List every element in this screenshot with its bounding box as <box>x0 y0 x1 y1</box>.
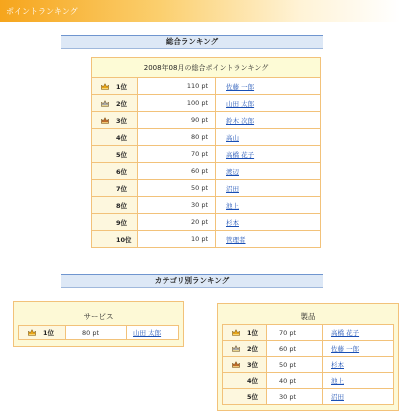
ranking-row <box>223 389 394 405</box>
rank-label: 3位 <box>247 361 259 369</box>
ranking-row <box>92 129 321 146</box>
rank-cell <box>92 163 138 180</box>
user-name-link[interactable]: 佐藤 一郎 <box>216 78 321 95</box>
points-cell: 20 pt <box>138 214 216 231</box>
crown-bronze-icon <box>101 117 109 124</box>
crown-gold-icon <box>28 329 36 336</box>
page-header <box>0 0 400 22</box>
crown-silver-icon <box>232 345 240 352</box>
rank-cell <box>92 78 138 95</box>
points-cell: 50 pt <box>138 180 216 197</box>
user-name-link[interactable]: 沼田 <box>216 180 321 197</box>
rank-cell <box>92 197 138 214</box>
points-cell: 80 pt <box>138 129 216 146</box>
user-name-link[interactable]: 池上 <box>323 373 394 389</box>
rank-cell <box>223 373 267 389</box>
ranking-row <box>92 163 321 180</box>
ranking-row <box>19 326 179 340</box>
ranking-row <box>92 214 321 231</box>
rank-label: 8位 <box>116 201 128 210</box>
user-name-link[interactable]: 高橋 花子 <box>216 146 321 163</box>
points-cell: 10 pt <box>138 231 216 248</box>
user-name-link[interactable]: 山田 太郎 <box>216 95 321 112</box>
points-cell: 30 pt <box>138 197 216 214</box>
ranking-row <box>92 180 321 197</box>
rank-cell <box>223 389 267 405</box>
points-cell: 60 pt <box>267 341 323 357</box>
rank-label: 10位 <box>116 235 132 244</box>
ranking-row <box>223 341 394 357</box>
user-name-link[interactable]: 高山 <box>216 129 321 146</box>
product-panel-title: 製品 <box>300 312 316 321</box>
service-ranking-table <box>18 325 179 340</box>
ranking-row <box>223 373 394 389</box>
rank-label: 2位 <box>247 345 259 353</box>
rank-label: 1位 <box>116 82 128 91</box>
user-name-link[interactable]: 杉本 <box>216 214 321 231</box>
user-name-link[interactable]: 高橋 花子 <box>323 325 394 341</box>
rank-cell <box>92 180 138 197</box>
rank-label: 2位 <box>116 99 128 108</box>
rank-cell <box>92 231 138 248</box>
points-cell: 80 pt <box>66 326 127 340</box>
rank-cell <box>223 357 267 373</box>
rank-cell <box>19 326 66 340</box>
service-panel-title: サービス <box>83 312 114 321</box>
ranking-row <box>223 357 394 373</box>
category-section-title: カテゴリ別ランキング <box>61 274 323 288</box>
crown-bronze-icon <box>232 361 240 368</box>
points-cell: 60 pt <box>138 163 216 180</box>
user-name-link[interactable]: 佐藤 一郎 <box>323 341 394 357</box>
user-name-link[interactable]: 沼田 <box>323 389 394 405</box>
crown-silver-icon <box>101 100 109 107</box>
overall-ranking-table <box>91 57 321 248</box>
rank-label: 5位 <box>247 393 259 401</box>
ranking-row <box>223 325 394 341</box>
rank-label: 4位 <box>247 377 259 385</box>
points-cell: 40 pt <box>267 373 323 389</box>
points-cell: 70 pt <box>267 325 323 341</box>
rank-label: 3位 <box>116 116 128 125</box>
points-cell: 70 pt <box>138 146 216 163</box>
product-panel <box>217 303 399 411</box>
ranking-row <box>92 78 321 95</box>
points-cell: 50 pt <box>267 357 323 373</box>
rank-cell <box>92 214 138 231</box>
user-name-link[interactable]: 杉本 <box>323 357 394 373</box>
rank-label: 7位 <box>116 184 128 193</box>
rank-cell <box>92 95 138 112</box>
user-name-link[interactable]: 渡辺 <box>216 163 321 180</box>
user-name-link[interactable]: 山田 太郎 <box>127 326 179 340</box>
points-cell: 30 pt <box>267 389 323 405</box>
crown-gold-icon <box>232 329 240 336</box>
ranking-row <box>92 231 321 248</box>
ranking-row <box>92 197 321 214</box>
rank-label: 9位 <box>116 218 128 227</box>
rank-cell <box>92 146 138 163</box>
ranking-row <box>92 146 321 163</box>
rank-label: 1位 <box>43 329 55 337</box>
user-name-link[interactable]: 鈴木 次郎 <box>216 112 321 129</box>
rank-cell <box>92 129 138 146</box>
crown-gold-icon <box>101 83 109 90</box>
page-title: ポイントランキング <box>6 7 78 16</box>
overall-table-title: 2008年08月の総合ポイントランキング <box>92 58 321 78</box>
rank-cell <box>223 325 267 341</box>
points-cell: 100 pt <box>138 95 216 112</box>
user-name-link[interactable]: 池上 <box>216 197 321 214</box>
overall-section-title: 総合ランキング <box>61 35 323 49</box>
ranking-row <box>92 95 321 112</box>
rank-cell <box>92 112 138 129</box>
rank-label: 6位 <box>116 167 128 176</box>
product-ranking-table <box>222 324 394 405</box>
user-name-link[interactable]: 管理者 <box>216 231 321 248</box>
service-panel <box>13 301 184 347</box>
points-cell: 110 pt <box>138 78 216 95</box>
rank-label: 1位 <box>247 329 259 337</box>
rank-label: 5位 <box>116 150 128 159</box>
rank-label: 4位 <box>116 133 128 142</box>
rank-cell <box>223 341 267 357</box>
points-cell: 90 pt <box>138 112 216 129</box>
ranking-row <box>92 112 321 129</box>
